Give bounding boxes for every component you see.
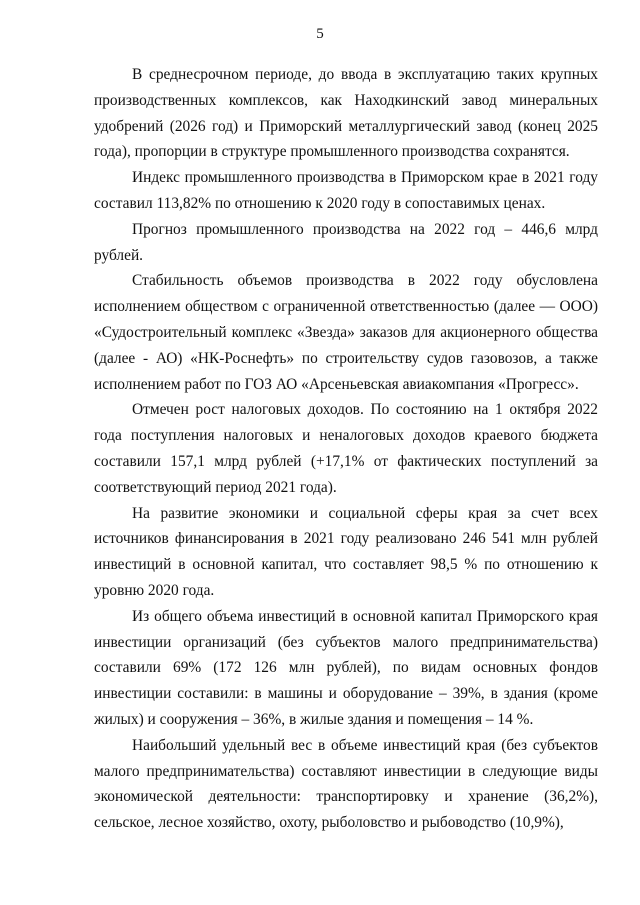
paragraph-investment-structure: Из общего объема инвестиций в основной капитал Приморского края инвестиции организаций (без субъектов малого предпринимательства) составили 69% (172 126 млн рублей), по видам основных фондов инвестиции составили: в машины и оборудование – 39%, в здания (кроме жилых) и сооружения – 36%, в жилые здания и помещения – 14 %. — [94, 607, 598, 728]
paragraph-production-index: Индекс промышленного производства в Приморском крае в 2021 году составил 113,82% по отношению к 2020 году в сопоставимых ценах. — [94, 169, 598, 212]
paragraph-investment-sectors: Наибольший удельный вес в объеме инвестиций края (без субъектов малого предпринимательства) составляют инвестиции в следующие виды экономической деятельности: транспортировку и хранение (36,2%), сельское, лесное хозяйство, охоту, рыболовство и рыбоводство (10,9%), — [94, 736, 598, 832]
paragraph-investment-total: На развитие экономики и социальной сферы края за счет всех источников финансирования в 2021 году реализовано 246 541 млн рублей инвестиций в основной капитал, что составляет 98,5 % по отношению к уровню 2020 года. — [94, 504, 598, 599]
paragraph-production-forecast: Прогноз промышленного производства на 2022 год – 446,6 млрд рублей. — [94, 220, 598, 264]
document-body — [94, 62, 598, 836]
paragraph-tax-revenue: Отмечен рост налоговых доходов. По состоянию на 1 октября 2022 года поступления налоговых и неналоговых доходов краевого бюджета составили 157,1 млрд рублей (+17,1% от фактических поступлений за соответствующий период 2021 года). — [94, 401, 598, 496]
page-number: 5 — [316, 26, 324, 42]
paragraph-production-stability: Стабильность объемов производства в 2022 году обусловлена исполнением обществом с ограниченной ответственностью (далее — ООО) «Судостроительный комплекс «Звезда» заказов для акционерного общества (далее - АО) «НК-Роснефть» по строительству судов газовозов, а также исполнением работ по ГОЗ АО «Арсеньевская авиакомпания «Прогресс». — [94, 272, 598, 393]
paragraph-production-proportions: В среднесрочном периоде, до ввода в эксплуатацию таких крупных производственных комплексов, как Находкинский завод минеральных удобрений (2026 год) и Приморский металлургический завод (конец 2025 года), пропорции в структуре промышленного производства сохранятся. — [94, 66, 598, 161]
